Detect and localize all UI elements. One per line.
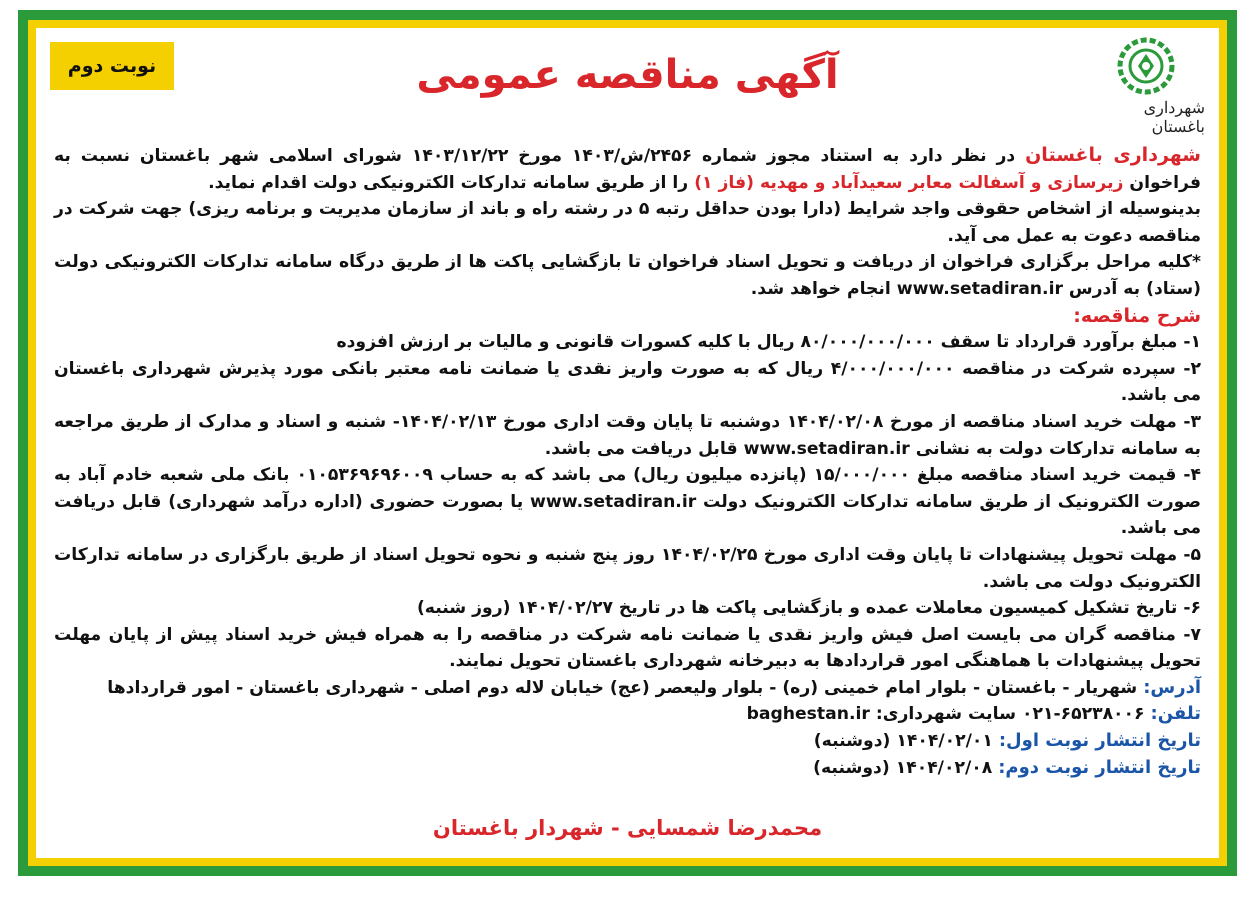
- logo-text: شهرداری باغستان: [1143, 98, 1205, 136]
- pub-1-label: تاریخ انتشار نوبت اول:: [998, 730, 1201, 752]
- item-7: ۷- مناقصه گران می بایست اصل فیش واریز نقدی یا ضمانت نامه شرکت در مناقصه را به همراه فیش خرید اسناد پیش از پایان مهلت تحویل پیشنهادات با هماهنگی امور قراردادها به دبیرخانه شهرداری باغستان تحویل نمایند.: [54, 624, 1201, 672]
- org-name: شهرداری باغستان: [1025, 144, 1201, 166]
- site-link[interactable]: baghestan.ir: [746, 704, 870, 725]
- round-badge: نوبت دوم: [50, 42, 174, 90]
- ad-paper: [36, 28, 1219, 858]
- item-1: ۱- مبلغ برآورد قرارداد تا سقف ۸۰/۰۰۰/۰۰۰/۰۰۰ ریال با کلیه کسورات قانونی و مالیات بر ارزش افزوده: [336, 332, 1201, 353]
- note-end: انجام خواهد شد.: [750, 278, 897, 299]
- item-5: ۵- مهلت تحویل پیشنهادات تا پایان وقت اداری مورخ ۱۴۰۴/۰۲/۲۵ روز پنج شنبه و نحوه تحویل اسناد از طریق بارگزاری در سامانه تدارکات الکترونیک دولت می باشد.: [54, 544, 1201, 592]
- item-6: ۶- تاریخ تشکیل کمیسیون معاملات عمده و بازگشایی پاکت ها در تاریخ ۱۴۰۴/۰۲/۲۷ (روز شنبه): [416, 598, 1201, 619]
- intro-line-1: در نظر دارد به استناد مجوز شماره ۲۴۵۶/ش/۱۴۰۳ مورخ ۱۴۰۳/۱۲/۲۲ شورای اسلامی شهر باغستان نسبت به فراخوان: [54, 146, 1201, 193]
- item-4: [54, 462, 1201, 542]
- setad-link[interactable]: www.setadiran.ir: [896, 278, 1063, 299]
- item-3-end: قابل دریافت می باشد.: [544, 438, 744, 459]
- page-title: آگهی مناقصه عمومی: [416, 52, 839, 98]
- note-paragraph: [54, 249, 1201, 302]
- address-line: [54, 675, 1201, 702]
- item-4-text: ۴- قیمت خرید اسناد مناقصه مبلغ ۱۵/۰۰۰/۰۰۰ (پانزده میلیون ریال) می باشد که به حساب ۰۱۰۵۳۶۹۶۹۶۰۰۹ بانک ملی شعبه خادم آباد به صورت الکترونیک از طریق سامانه تدارکات الکترونیک دولت: [54, 465, 1201, 512]
- item-2: ۲- سپرده شرکت در مناقصه ۴/۰۰۰/۰۰۰/۰۰۰ ریال که به صورت واریز نقدی یا ضمانت نامه معتبر بانکی مورد پذیرش شهرداری باغستان می باشد.: [54, 358, 1201, 406]
- item-3-link[interactable]: www.setadiran.ir: [743, 438, 910, 459]
- address-value: شهریار - باغستان - بلوار امام خمینی (ره) - بلوار ولیعصر (عج) خیابان لاله دوم اصلی - شهرداری باغستان - امور قراردادها: [107, 677, 1144, 698]
- pub-2-label: تاریخ انتشار نوبت دوم:: [998, 756, 1201, 778]
- phone-value: ۶۵۲۳۸۰۰۶-۰۲۱ سایت شهرداری:: [869, 704, 1151, 725]
- green-border: [18, 10, 1237, 876]
- phone-label: تلفن:: [1150, 703, 1201, 725]
- intro-line-2: را از طریق سامانه تدارکات الکترونیکی دولت اقدام نماید.: [208, 172, 695, 193]
- invite-paragraph: بدینوسیله از اشخاص حقوقی واجد شرایط (دارا بودن حداقل رتبه ۵ در رشته راه و باند از سازمان مدیریت و برنامه ریزی) جهت شرکت در مناقصه دعوت به عمل می آید.: [54, 199, 1202, 246]
- item-4-link[interactable]: www.setadiran.ir: [530, 491, 697, 512]
- signature: محمدرضا شمسایی - شهردار باغستان: [432, 816, 823, 840]
- phone-line: [54, 701, 1201, 728]
- pub-1-value: ۱۴۰۴/۰۲/۰۱ (دوشنبه): [813, 731, 999, 752]
- pub-2-line: [54, 755, 1201, 782]
- intro-paragraph: [54, 142, 1201, 196]
- section-title: شرح مناقصه:: [1073, 304, 1201, 327]
- yellow-border: [28, 20, 1227, 866]
- item-3: [54, 409, 1201, 462]
- note-text: *کلیه مراحل برگزاری فراخوان از دریافت و تحویل اسناد فراخوان تا بازگشایی پاکت ها از طریق درگاه سامانه تدارکات الکترونیکی دولت (ستاد) به آدرس: [54, 252, 1201, 299]
- item-4-end: یا بصورت حضوری (اداره درآمد شهرداری) قابل دریافت می باشد.: [54, 491, 1201, 539]
- project-name: زیرسازی و آسفالت معابر سعیدآباد و مهدیه (فاز ۱): [694, 172, 1124, 193]
- pub-1-line: [54, 728, 1201, 755]
- item-3-text: ۳- مهلت خرید اسناد مناقصه از مورخ ۱۴۰۴/۰۲/۰۸ دوشنبه تا پایان وقت اداری مورخ ۱۴۰۴/۰۲/۱۳- شنبه و اسناد و مدارک از طریق مراجعه به سامانه تدارکات دولت به نشانی: [54, 411, 1201, 459]
- ad-body: [54, 142, 1201, 781]
- address-label: آدرس:: [1143, 676, 1201, 698]
- pub-2-value: ۱۴۰۴/۰۲/۰۸ (دوشنبه): [813, 757, 999, 778]
